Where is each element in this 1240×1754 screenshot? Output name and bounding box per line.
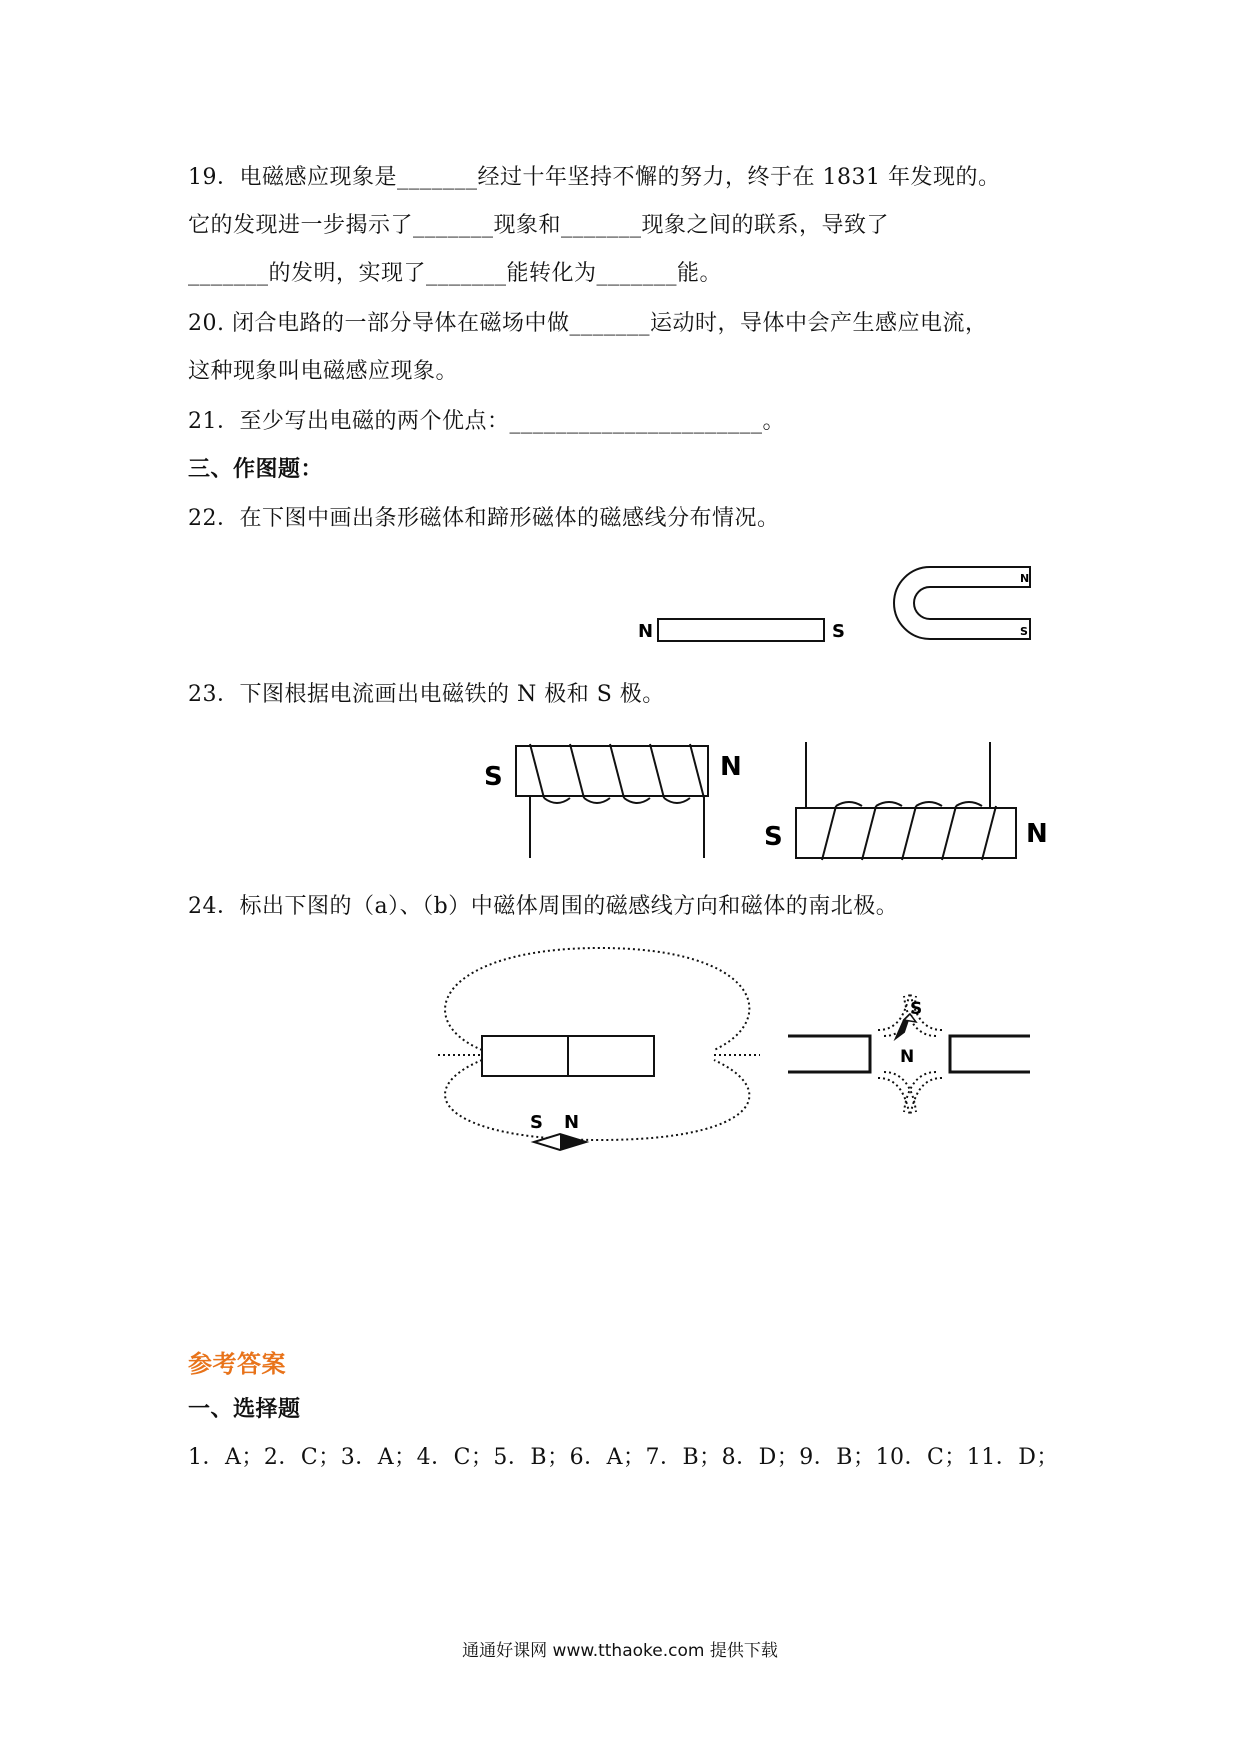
figure-a-magnet-right-half — [568, 1036, 654, 1076]
page-footer: 通通好课网 www.tthaoke.com 提供下载 — [462, 1641, 778, 1661]
q20-line-1: 20. 闭合电路的一部分导体在磁场中做_______运动时，导体中会产生感应电流， — [188, 311, 988, 336]
q22: 22．在下图中画出条形磁体和蹄形磁体的磁感线分布情况。 — [188, 506, 780, 531]
answers-section-choice: 一、选择题 — [188, 1397, 301, 1422]
answers-title: 参考答案 — [188, 1350, 286, 1378]
q21: 21．至少写出电磁的两个优点：______________________。 — [188, 409, 785, 434]
figure-a-compass-n-label: N — [564, 1112, 580, 1133]
horseshoe-n-label: N — [1020, 572, 1030, 585]
q19-line-1: 19．电磁感应现象是_______经过十年坚持不懈的努力，终于在 1831 年发现的。 — [188, 165, 1001, 190]
horseshoe-magnet — [894, 567, 1030, 639]
q24: 24．标出下图的（a）、（b）中磁体周围的磁感线方向和磁体的南北极。 — [188, 894, 899, 919]
electromagnet-b-right-label: N — [1026, 819, 1048, 849]
q19-line-3: _______的发明，实现了_______能转化为_______能。 — [188, 261, 723, 286]
bar-magnet — [658, 619, 824, 641]
figure-b-left-magnet — [788, 1036, 870, 1072]
electromagnet-a-left-label: S — [484, 762, 503, 792]
bar-magnet-n-label: N — [638, 621, 654, 642]
q23: 23．下图根据电流画出电磁铁的 N 极和 S 极。 — [188, 682, 665, 707]
electromagnet-a-right-label: N — [720, 752, 742, 782]
electromagnet-b-left-label: S — [764, 822, 783, 852]
figure-b-right-magnet — [950, 1036, 1030, 1072]
electromagnet-a-coil — [530, 744, 704, 803]
horseshoe-s-label: S — [1020, 625, 1028, 638]
figure-a-magnet-left-half — [482, 1036, 568, 1076]
figure-b-needle-s-label: S — [910, 999, 923, 1019]
q24-figure — [430, 940, 1050, 1160]
section-drawing-heading: 三、作图题： — [188, 457, 324, 482]
figure-b-needle-n-label: N — [900, 1047, 915, 1067]
answers-line-1: 1．A；2．C；3．A；4．C；5．B；6．A；7．B；8．D；9．B；10．C；11．D； — [188, 1445, 1059, 1470]
q19-line-2: 它的发现进一步揭示了_______现象和_______现象之间的联系，导致了 — [188, 213, 890, 238]
figure-a-compass-s-label: S — [530, 1112, 543, 1133]
q22-figure — [600, 555, 1050, 655]
q23-figure — [470, 730, 1050, 880]
q20-line-2: 这种现象叫电磁感应现象。 — [188, 359, 459, 384]
bar-magnet-s-label: S — [832, 621, 845, 642]
electromagnet-b-coil — [822, 802, 996, 860]
